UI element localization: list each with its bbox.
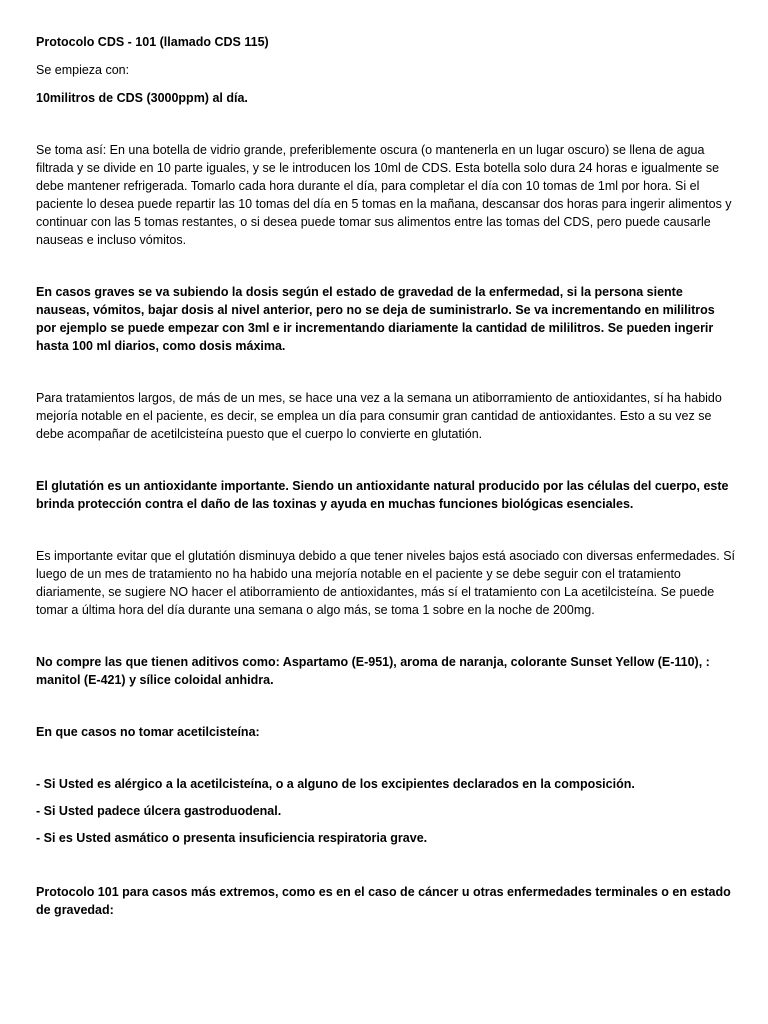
contraindications-heading: En que casos no tomar acetilcisteína: xyxy=(36,725,260,739)
important-paragraph: Es importante evitar que el glutatión disminuya debido a que tener niveles bajos está asociado con diversas enfermedades. Sí luego de un mes de tratamiento no ha habido una mejoría notable en el paciente y se debe seguir con el tratamiento diariamente, se sugiere NO hacer el atiborramiento de antioxidantes, más sí el tratamiento con La acetilcisteína. Se puede tomar a última hora del día durante una semana o algo más, se toma 1 sobre en la noche de 200mg. xyxy=(36,549,736,617)
contraindication-item: - Si es Usted asmático o presenta insuficiencia respiratoria grave. xyxy=(36,831,428,845)
additives-paragraph: No compre las que tienen aditivos como: Aspartamo (E-951), aroma de naranja, colorante Sunset Yellow (E-110), : manitol (E-421) y sílice coloidal anhidra. xyxy=(36,655,710,687)
contraindication-item: - Si Usted es alérgico a la acetilcisteína, o a alguno de los excipientes declarados en la composición. xyxy=(36,777,635,791)
dose-text: 10militros de CDS (3000ppm) al día. xyxy=(36,91,248,105)
glutathione-paragraph: El glutatión es un antioxidante importante. Siendo un antioxidante natural producido por las células del cuerpo, este brinda protección contra el daño de las toxinas y ayuda en muchas funciones biológicas esenciales. xyxy=(36,479,729,511)
severe-cases-paragraph: En casos graves se va subiendo la dosis según el estado de gravedad de la enfermedad, si la persona siente nauseas, vómitos, bajar dosis al nivel anterior, pero no se deja de suministrarlo. Se va incrementando en mililitros por ejemplo se puede empezar con 3ml e ir incrementando diariamente la cantidad de mililitros. Se pueden ingerir hasta 100 ml diarios, como dosis máxima. xyxy=(36,285,715,353)
document-title: Protocolo CDS - 101 (llamado CDS 115) xyxy=(36,35,269,49)
intro-text: Se empieza con: xyxy=(36,63,130,77)
document-page xyxy=(36,33,736,919)
contraindication-item: - Si Usted padece úlcera gastroduodenal. xyxy=(36,804,282,818)
instructions-paragraph: Se toma así: En una botella de vidrio grande, preferiblemente oscura (o mantenerla en un lugar oscuro) se llena de agua filtrada y se divide en 10 parte iguales, y se le introducen los 10ml de CDS. Esta botella solo dura 24 horas e igualmente se debe mantener refrigerada. Tomarlo cada hora durante el día, para completar el día con 10 tomas de 1ml por hora. Si el paciente lo desea puede repartir las 10 tomas del día en 5 tomas en la mañana, descansar dos horas para ingerir alimentos y continuar con las 5 tomas restantes, o si desea puede tomar sus alimentos entre las tomas del CDS, pero puede causarle nauseas e incluso vómitos. xyxy=(36,143,732,247)
long-treatment-paragraph: Para tratamientos largos, de más de un mes, se hace una vez a la semana un atiborramiento de antioxidantes, sí ha habido mejoría notable en el paciente, es decir, se emplea un día para consumir gran cantidad de antioxidantes. Esto a su vez se debe acompañar de acetilcisteína puesto que el cuerpo lo convierte en glutatión. xyxy=(36,391,722,441)
protocol-101-paragraph: Protocolo 101 para casos más extremos, como es en el caso de cáncer u otras enfermedades terminales o en estado de gravedad: xyxy=(36,885,731,917)
